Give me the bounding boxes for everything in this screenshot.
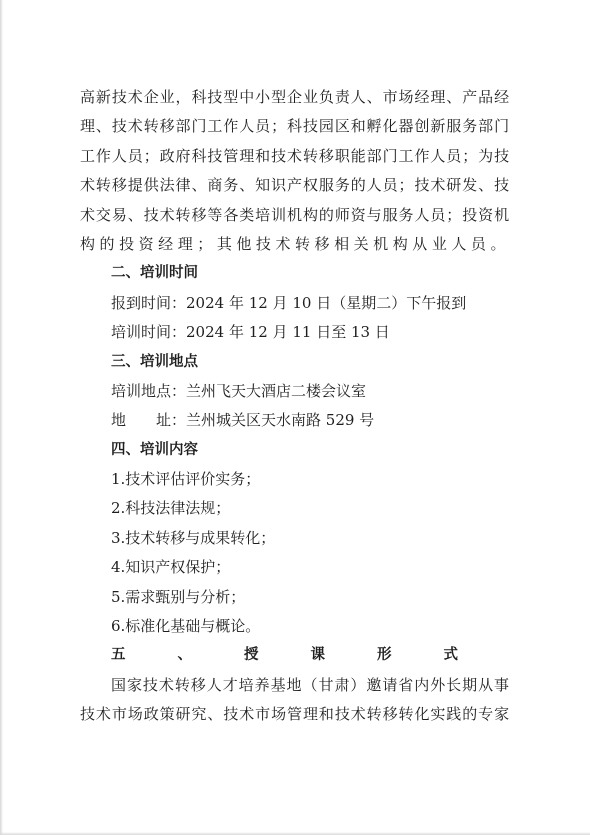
text-line: 高新技术企业，科技型中小型企业负责人、市场经理、产品经: [80, 88, 511, 106]
list-item: 4.知识产权保护；: [111, 558, 231, 577]
text-line: 技术市场政策研究、技术市场管理和技术转移转化实践的专家: [80, 705, 511, 724]
document-body: [80, 83, 510, 730]
section-training-content: [80, 436, 510, 642]
section-training-time: [80, 259, 510, 347]
list-item: 6.标准化基础与概论。: [111, 617, 261, 636]
text-line: 工作人员；政府科技管理和技术转移职能部门工作人员；为技: [80, 146, 511, 165]
list-item: 1.技术评估评价实务；: [111, 470, 261, 489]
section-heading: 五、授课形式: [111, 647, 510, 664]
list-item: 3.技术转移与成果转化；: [111, 528, 276, 547]
audience-paragraph: [80, 83, 510, 259]
text-line: 国家技术转移人才培养基地（甘肃）邀请省内外长期从事: [111, 675, 511, 694]
training-time: 培训时间：2024 年 12 月 11 日至 13 日: [111, 323, 390, 342]
section-teaching-format: [80, 641, 510, 729]
text-line: 理、技术转移部门工作人员；科技园区和孵化器创新服务部门: [80, 117, 511, 136]
section-heading: 二、培训时间: [111, 265, 198, 282]
registration-time: 报到时间：2024 年 12 月 10 日（星期二）下午报到: [111, 293, 467, 312]
section-heading: 三、培训地点: [111, 353, 198, 370]
text-line: 术交易、技术转移等各类培训机构的师资与服务人员；投资机: [80, 205, 511, 224]
list-item: 5.需求甄别与分析；: [111, 587, 246, 606]
training-venue: 培训地点：兰州飞天大酒店二楼会议室: [111, 381, 367, 400]
list-item: 2.科技法律法规；: [111, 499, 231, 518]
text-line: 构的投资经理；其他技术转移相关机构从业人员。: [80, 234, 511, 253]
text-line: 术转移提供法律、商务、知识产权服务的人员；技术研发、技: [80, 176, 511, 195]
section-heading: 四、培训内容: [111, 441, 198, 458]
venue-address: 地 址：兰州城关区天水南路 529 号: [111, 411, 375, 430]
scan-edge-left: [0, 0, 3, 835]
section-training-location: [80, 348, 510, 436]
